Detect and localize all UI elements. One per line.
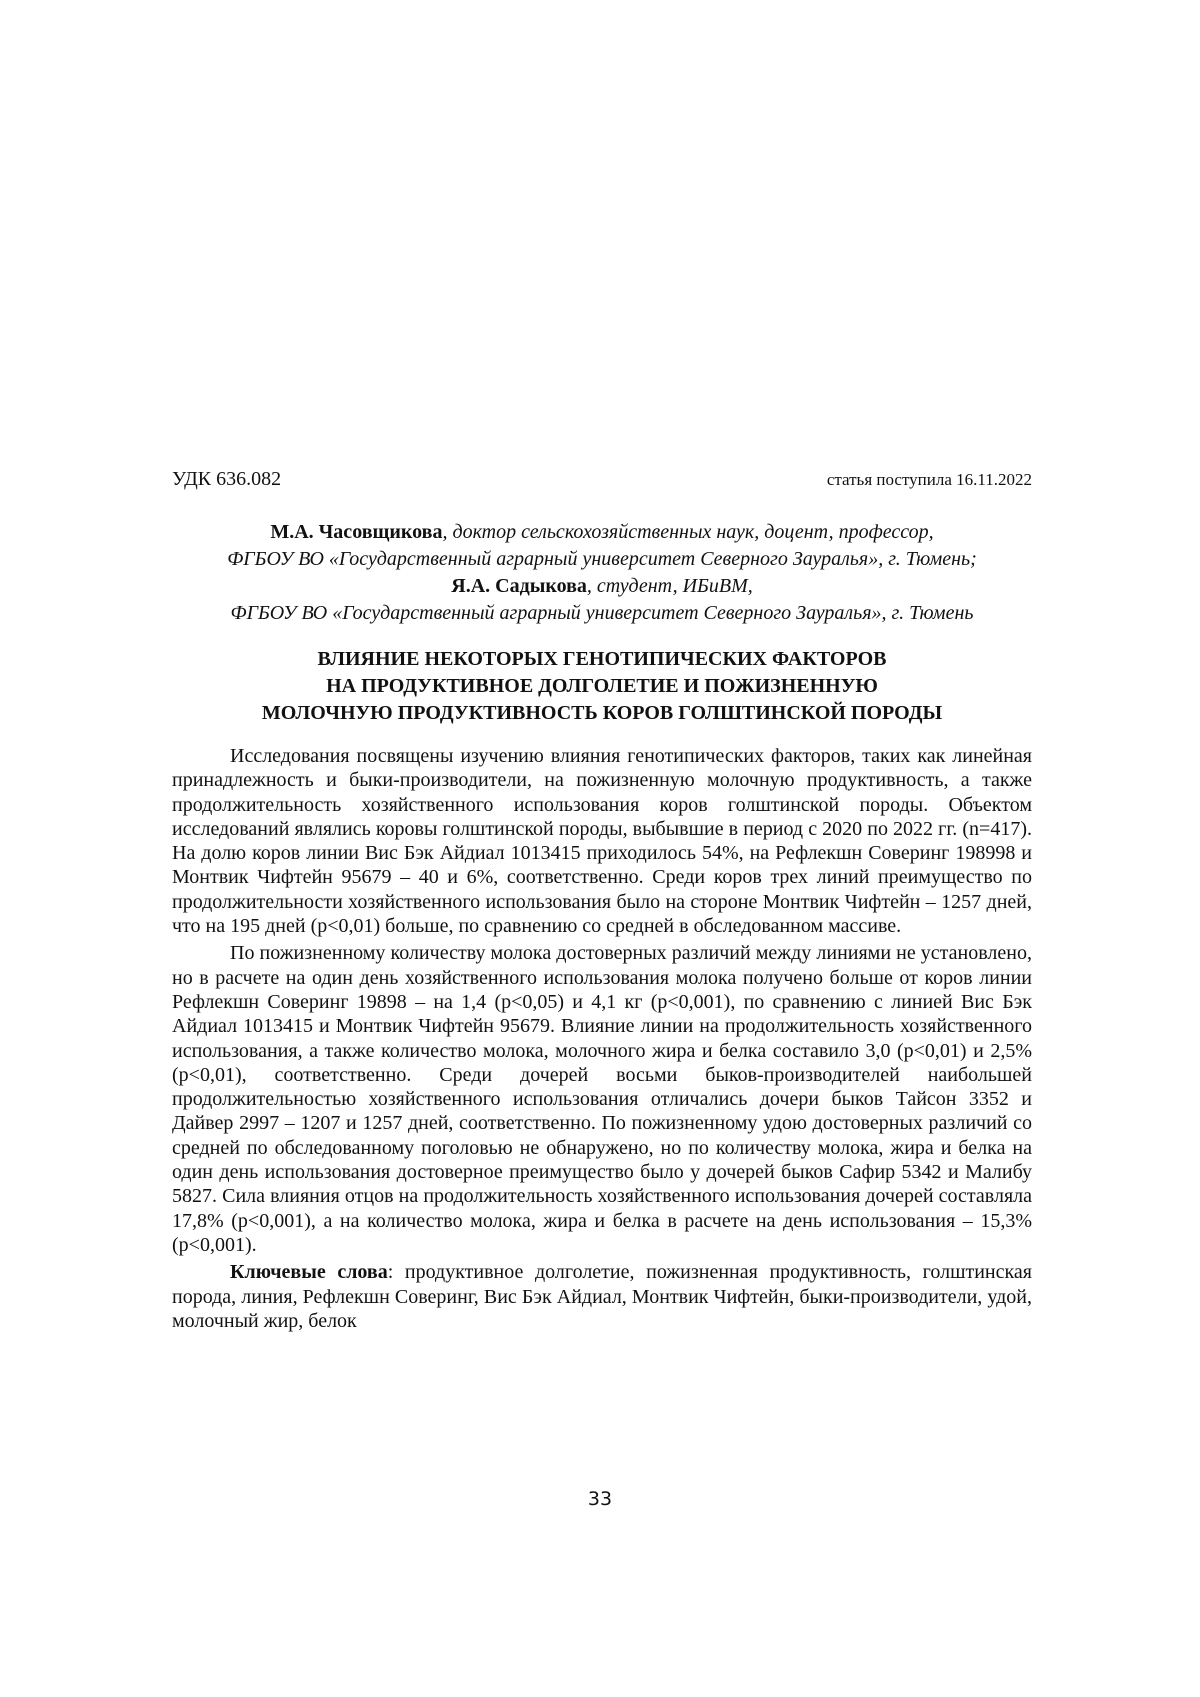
author-line <box>172 573 1032 600</box>
abstract <box>172 744 1032 1333</box>
author-role: , доктор сельскохозяйственных наук, доцент, профессор, <box>442 521 934 543</box>
title-line: МОЛОЧНУЮ ПРОДУКТИВНОСТЬ КОРОВ ГОЛШТИНСКОЙ ПОРОДЫ <box>261 702 943 724</box>
title-line: НА ПРОДУКТИВНОЕ ДОЛГОЛЕТИЕ И ПОЖИЗНЕННУЮ <box>326 675 878 697</box>
page-number: 33 <box>587 1488 613 1510</box>
authors-block <box>172 519 1032 627</box>
article-title <box>172 646 1032 727</box>
abstract-paragraph: Исследования посвящены изучению влияния генотипических факторов, таких как линейная принадлежность и быки-производители, на пожизненную молочную продуктивность, а также продолжительность хозяйственного использования коров голштинской породы. Объектом исследований являлись коровы голштинской породы, выбывшие в период с 2020 по 2022 гг. (n=417). На долю коров линии Вис Бэк Айдиал 1013415 приходилось 54%, на Рефлекшн Соверинг 198998 и Монтвик Чифтейн 95679 – 40 и 6%, соответственно. Среди коров трех линий преимущество по продолжительности хозяйственного использования было на стороне Монтвик Чифтейн – 1257 дней, что на 195 дней (р<0,01) больше, по сравнению со средней в обследованном массиве. <box>172 745 1032 938</box>
received-date: статья поступила 16.11.2022 <box>826 470 1032 489</box>
keywords <box>172 1260 1032 1333</box>
title-line: ВЛИЯНИЕ НЕКОТОРЫХ ГЕНОТИПИЧЕСКИХ ФАКТОРОВ <box>317 648 887 670</box>
abstract-paragraph: По пожизненному количеству молока достоверных различий между линиями не установлено, но в расчете на один день хозяйственного использования молока получено больше от коров линии Рефлекшн Соверинг 19898 – на 1,4 (р<0,05) и 4,1 кг (р<0,001), по сравнению с линией Вис Бэк Айдиал 1013415 и Монтвик Чифтейн 95679. Влияние линии на продолжительность хозяйственного использования, а также количество молока, молочного жира и белка составило 3,0 (р<0,01) и 2,5% (р<0,01), соответственно. Среди дочерей восьми быков-производителей наибольшей продолжительностью хозяйственного использования отличались дочери быков Тайсон 3352 и Дайвер 2997 – 1207 и 1257 дней, соответственно. По пожизненному удою достоверных различий со средней по обследованному поголовью не обнаружено, но по количеству молока, жира и белка на один день использования достоверное преимущество было у дочерей быков Сафир 5342 и Малибу 5827. Сила влияния отцов на продолжительность хозяйственного использования дочерей составляла 17,8% (р<0,001), а на количество молока, жира и белка в расчете на день использования – 15,3% (р<0,001). <box>172 942 1032 1256</box>
keywords-label: Ключевые слова <box>230 1261 388 1284</box>
author-role: , студент, ИБиВМ, <box>586 575 753 597</box>
article-header <box>172 468 1032 494</box>
author-affiliation: ФГБОУ ВО «Государственный аграрный университет Северного Зауралья», г. Тюмень; <box>227 548 977 570</box>
keywords-text: : продуктивное долголетие, пожизненная продуктивность, голштинская порода, линия, Рефлекшн Соверинг, Вис Бэк Айдиал, Монтвик Чифтейн, быки-производители, удой, молочный жир, белок <box>172 1261 1032 1332</box>
author-name: М.А. Часовщикова <box>270 521 443 543</box>
udk-code: УДК 636.082 <box>172 468 282 490</box>
author-line <box>172 519 1032 546</box>
author-name: Я.А. Садыкова <box>451 575 587 597</box>
author-affiliation: ФГБОУ ВО «Государственный аграрный университет Северного Зауралья», г. Тюмень <box>230 602 974 624</box>
